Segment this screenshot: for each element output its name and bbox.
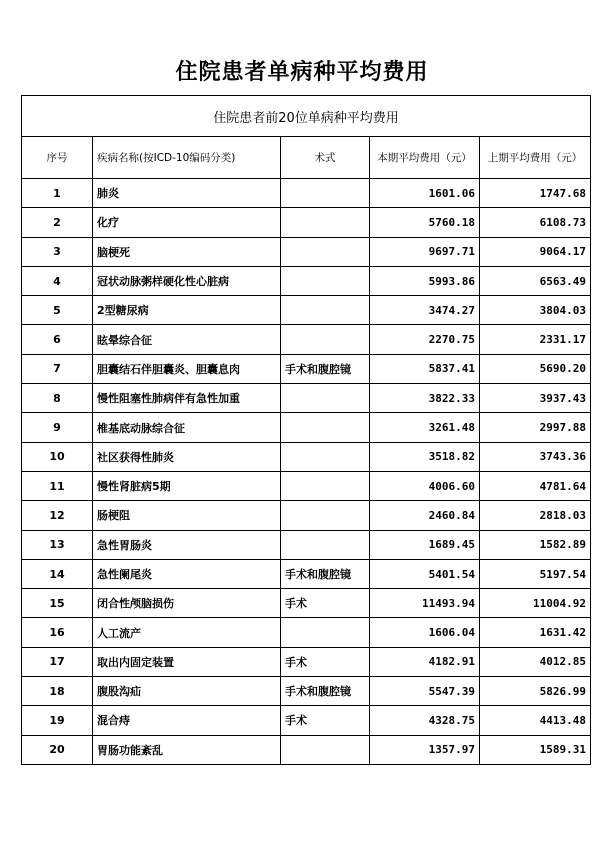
header-current-fee: 本期平均费用（元） [370,137,480,179]
operation-cell [281,266,370,295]
operation-cell [281,208,370,237]
operation-cell [281,735,370,764]
previous-fee-cell: 11004.92 [480,589,591,618]
row-number: 10 [22,442,93,471]
operation-cell: 手术 [281,589,370,618]
current-fee-cell: 5760.18 [370,208,480,237]
disease-name-cell: 肺炎 [93,179,281,208]
previous-fee-cell: 6563.49 [480,266,591,295]
disease-name-cell: 冠状动脉粥样硬化性心脏病 [93,266,281,295]
previous-fee-cell: 2331.17 [480,325,591,354]
previous-fee-cell: 5690.20 [480,354,591,383]
table-row [22,559,591,588]
disease-name-cell: 闭合性颅脑损伤 [93,589,281,618]
operation-cell [281,384,370,413]
row-number: 17 [22,647,93,676]
previous-fee-cell: 1631.42 [480,618,591,647]
row-number: 13 [22,530,93,559]
disease-name-cell: 慢性阻塞性肺病伴有急性加重 [93,384,281,413]
disease-name-cell: 急性胃肠炎 [93,530,281,559]
previous-fee-cell: 3743.36 [480,442,591,471]
previous-fee-cell: 2818.03 [480,501,591,530]
table-row [22,179,591,208]
operation-cell [281,618,370,647]
table-row [22,266,591,295]
fee-table [21,95,591,765]
current-fee-cell: 1606.04 [370,618,480,647]
table-row [22,296,591,325]
operation-cell: 手术 [281,706,370,735]
disease-name-cell: 2型糖尿病 [93,296,281,325]
table-row [22,501,591,530]
row-number: 14 [22,559,93,588]
table-row [22,208,591,237]
operation-cell: 手术和腹腔镜 [281,559,370,588]
row-number: 9 [22,413,93,442]
current-fee-cell: 4182.91 [370,647,480,676]
operation-cell [281,471,370,500]
row-number: 3 [22,237,93,266]
table-row [22,735,591,764]
disease-name-cell: 椎基底动脉综合征 [93,413,281,442]
current-fee-cell: 2460.84 [370,501,480,530]
row-number: 8 [22,384,93,413]
row-number: 18 [22,677,93,706]
current-fee-cell: 4328.75 [370,706,480,735]
header-previous-fee: 上期平均费用（元） [480,137,591,179]
disease-name-cell: 取出内固定装置 [93,647,281,676]
disease-name-cell: 胃肠功能紊乱 [93,735,281,764]
table-row [22,325,591,354]
operation-cell [281,501,370,530]
operation-cell [281,530,370,559]
table-caption-row [22,96,591,137]
current-fee-cell: 5837.41 [370,354,480,383]
row-number: 12 [22,501,93,530]
current-fee-cell: 2270.75 [370,325,480,354]
disease-name-cell: 社区获得性肺炎 [93,442,281,471]
previous-fee-cell: 4413.48 [480,706,591,735]
disease-name-cell: 胆囊结石伴胆囊炎、胆囊息肉 [93,354,281,383]
table-row [22,589,591,618]
row-number: 5 [22,296,93,325]
operation-cell [281,413,370,442]
header-operation: 术式 [281,137,370,179]
row-number: 7 [22,354,93,383]
disease-name-cell: 急性阑尾炎 [93,559,281,588]
previous-fee-cell: 1747.68 [480,179,591,208]
table-row [22,354,591,383]
current-fee-cell: 5547.39 [370,677,480,706]
disease-name-cell: 人工流产 [93,618,281,647]
disease-name-cell: 腹股沟疝 [93,677,281,706]
table-row [22,471,591,500]
previous-fee-cell: 2997.88 [480,413,591,442]
current-fee-cell: 3518.82 [370,442,480,471]
previous-fee-cell: 6108.73 [480,208,591,237]
previous-fee-cell: 1582.89 [480,530,591,559]
previous-fee-cell: 3937.43 [480,384,591,413]
row-number: 15 [22,589,93,618]
operation-cell: 手术和腹腔镜 [281,677,370,706]
current-fee-cell: 3474.27 [370,296,480,325]
disease-name-cell: 慢性肾脏病5期 [93,471,281,500]
operation-cell [281,325,370,354]
previous-fee-cell: 4012.85 [480,647,591,676]
current-fee-cell: 4006.60 [370,471,480,500]
table-row [22,237,591,266]
table-row [22,442,591,471]
operation-cell [281,442,370,471]
disease-name-cell: 肠梗阻 [93,501,281,530]
operation-cell [281,179,370,208]
table-row [22,413,591,442]
header-disease-name: 疾病名称(按ICD-10编码分类) [93,137,281,179]
current-fee-cell: 9697.71 [370,237,480,266]
previous-fee-cell: 1589.31 [480,735,591,764]
disease-name-cell: 化疗 [93,208,281,237]
previous-fee-cell: 3804.03 [480,296,591,325]
previous-fee-cell: 4781.64 [480,471,591,500]
row-number: 20 [22,735,93,764]
row-number: 6 [22,325,93,354]
table-row [22,530,591,559]
table-row [22,647,591,676]
page-title: 住院患者单病种平均费用 [175,59,429,85]
operation-cell [281,296,370,325]
row-number: 19 [22,706,93,735]
table-caption: 住院患者前20位单病种平均费用 [22,96,591,137]
row-number: 2 [22,208,93,237]
table-row [22,706,591,735]
current-fee-cell: 1689.45 [370,530,480,559]
current-fee-cell: 1357.97 [370,735,480,764]
previous-fee-cell: 9064.17 [480,237,591,266]
row-number: 16 [22,618,93,647]
operation-cell [281,237,370,266]
disease-name-cell: 脑梗死 [93,237,281,266]
disease-name-cell: 眩晕综合征 [93,325,281,354]
operation-cell: 手术 [281,647,370,676]
current-fee-cell: 3822.33 [370,384,480,413]
current-fee-cell: 3261.48 [370,413,480,442]
current-fee-cell: 5993.86 [370,266,480,295]
disease-name-cell: 混合痔 [93,706,281,735]
table-row [22,384,591,413]
table-row [22,618,591,647]
row-number: 11 [22,471,93,500]
table-header-row [22,137,591,179]
current-fee-cell: 5401.54 [370,559,480,588]
row-number: 4 [22,266,93,295]
previous-fee-cell: 5197.54 [480,559,591,588]
header-no: 序号 [22,137,93,179]
row-number: 1 [22,179,93,208]
previous-fee-cell: 5826.99 [480,677,591,706]
table-row [22,677,591,706]
current-fee-cell: 1601.06 [370,179,480,208]
operation-cell: 手术和腹腔镜 [281,354,370,383]
current-fee-cell: 11493.94 [370,589,480,618]
